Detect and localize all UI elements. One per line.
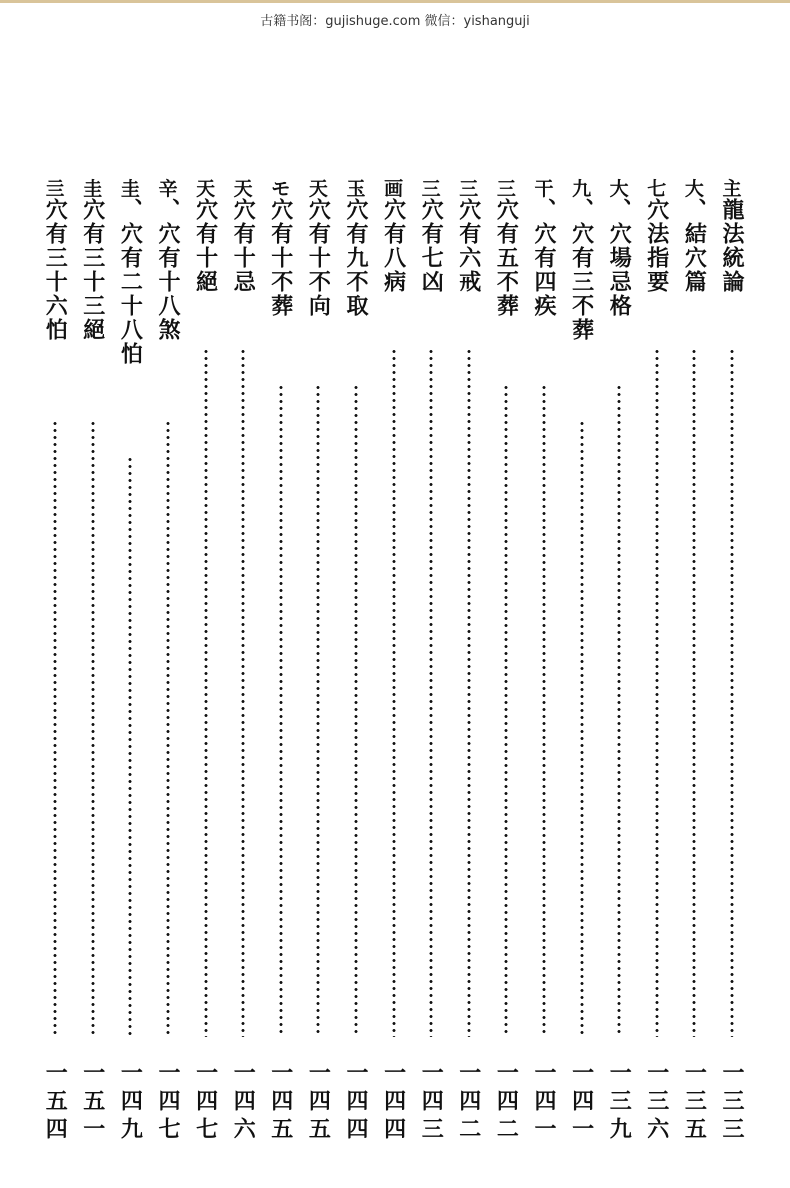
dot-leader <box>128 456 132 1037</box>
toc-entry <box>452 180 486 1145</box>
toc-entry <box>264 180 298 1145</box>
entry-number: 三 <box>496 178 516 200</box>
dot-leader <box>504 384 508 1037</box>
toc-entry <box>113 180 147 1145</box>
entry-number: 三 <box>459 178 479 200</box>
page-number: 一四七 <box>192 1061 219 1145</box>
toc-entry <box>76 180 110 1145</box>
entry-title: 龍法統論 <box>719 198 745 294</box>
entry-title: 、穴場忌格 <box>606 198 633 318</box>
page-number: 一四一 <box>531 1061 557 1145</box>
toc-entry <box>527 180 561 1145</box>
entry-number: モ <box>271 178 291 200</box>
entry-number: 辛 <box>158 178 178 200</box>
dot-leader <box>392 348 396 1037</box>
dot-leader <box>166 420 170 1037</box>
entry-title: 穴有六戒 <box>455 198 482 294</box>
toc-entry <box>640 180 674 1145</box>
entry-title: 穴有十絕 <box>192 198 219 294</box>
toc-entry <box>377 180 411 1145</box>
dot-leader <box>580 420 584 1037</box>
entry-number: 圭 <box>83 178 103 200</box>
entry-title: 穴有三十六怕 <box>42 198 69 342</box>
dot-leader <box>241 348 245 1037</box>
toc-entry <box>565 180 599 1145</box>
entry-title: 、結穴篇 <box>681 198 708 294</box>
entry-number: 亖 <box>45 178 65 200</box>
dot-leader <box>542 384 546 1037</box>
entry-title: 穴法指要 <box>643 198 670 294</box>
dot-leader <box>316 384 320 1037</box>
page-number: 一三九 <box>606 1061 633 1145</box>
dot-leader <box>354 384 358 1037</box>
entry-number: 九 <box>572 178 592 200</box>
entry-number: 玉 <box>346 178 366 200</box>
dot-leader <box>692 348 696 1037</box>
entry-number: 天 <box>233 178 253 200</box>
page-number: 一四二 <box>455 1061 482 1145</box>
dot-leader <box>279 384 283 1037</box>
entry-title: 穴有十不葬 <box>267 198 294 318</box>
toc-entry <box>38 180 72 1145</box>
dot-leader <box>617 384 621 1037</box>
toc-entry <box>602 180 636 1145</box>
entry-number: 主 <box>722 178 742 200</box>
entry-title: 穴有五不葬 <box>493 198 520 318</box>
page-number: 一三六 <box>643 1061 670 1145</box>
entry-number: 大 <box>609 178 629 200</box>
entry-number: 七 <box>647 178 667 200</box>
page-number: 一三三 <box>719 1061 745 1145</box>
entry-number: 天 <box>196 178 216 200</box>
dot-leader <box>53 420 57 1037</box>
entry-title: 穴有三十三絕 <box>79 198 106 342</box>
page-number: 一五一 <box>79 1061 106 1145</box>
entry-number: 天 <box>308 178 328 200</box>
toc-entry <box>226 180 260 1145</box>
dot-leader <box>204 348 208 1037</box>
entry-number: 三 <box>421 178 441 200</box>
page-number: 一四六 <box>230 1061 257 1145</box>
entry-number: 大 <box>684 178 704 200</box>
toc-entry <box>489 180 523 1145</box>
entry-title: 、穴有十八煞 <box>155 198 181 342</box>
watermark: 古籍书阁：gujishuge.com 微信：yishanguji <box>260 14 530 29</box>
entry-number: 画 <box>384 178 404 200</box>
toc-entry <box>677 180 711 1145</box>
dot-leader <box>91 420 95 1037</box>
toc-entry <box>151 180 185 1145</box>
toc-entry <box>339 180 373 1145</box>
dot-leader <box>467 348 471 1037</box>
page-number: 一四四 <box>343 1061 369 1145</box>
page-number: 一四四 <box>380 1061 407 1145</box>
toc-entry <box>414 180 448 1145</box>
toc-entry <box>301 180 335 1145</box>
page-number: 一四九 <box>117 1061 144 1145</box>
page-number: 一四七 <box>155 1061 181 1145</box>
entry-title: 、穴有二十八怕 <box>117 198 144 366</box>
page-number: 一四五 <box>267 1061 294 1145</box>
toc-entry <box>715 180 749 1145</box>
entry-number: 圭 <box>120 178 140 200</box>
entry-title: 、穴有三不葬 <box>568 198 595 342</box>
page-number: 一四三 <box>418 1061 445 1145</box>
entry-title: 穴有十不向 <box>305 198 332 318</box>
entry-number: 干 <box>534 178 554 200</box>
page-number: 一四五 <box>305 1061 332 1145</box>
page-number: 一四二 <box>493 1061 520 1145</box>
entry-title: 穴有八病 <box>380 198 407 294</box>
entry-title: 穴有九不取 <box>343 198 369 318</box>
page-number: 一三五 <box>681 1061 708 1145</box>
dot-leader <box>655 348 659 1037</box>
entry-title: 穴有七凶 <box>418 198 445 294</box>
toc-entry <box>189 180 223 1145</box>
page-number: 一四一 <box>568 1061 595 1145</box>
dot-leader <box>429 348 433 1037</box>
entry-title: 、穴有四疾 <box>531 198 557 318</box>
entry-title: 穴有十忌 <box>230 198 257 294</box>
page-number: 一五四 <box>42 1061 69 1145</box>
dot-leader <box>730 348 734 1037</box>
